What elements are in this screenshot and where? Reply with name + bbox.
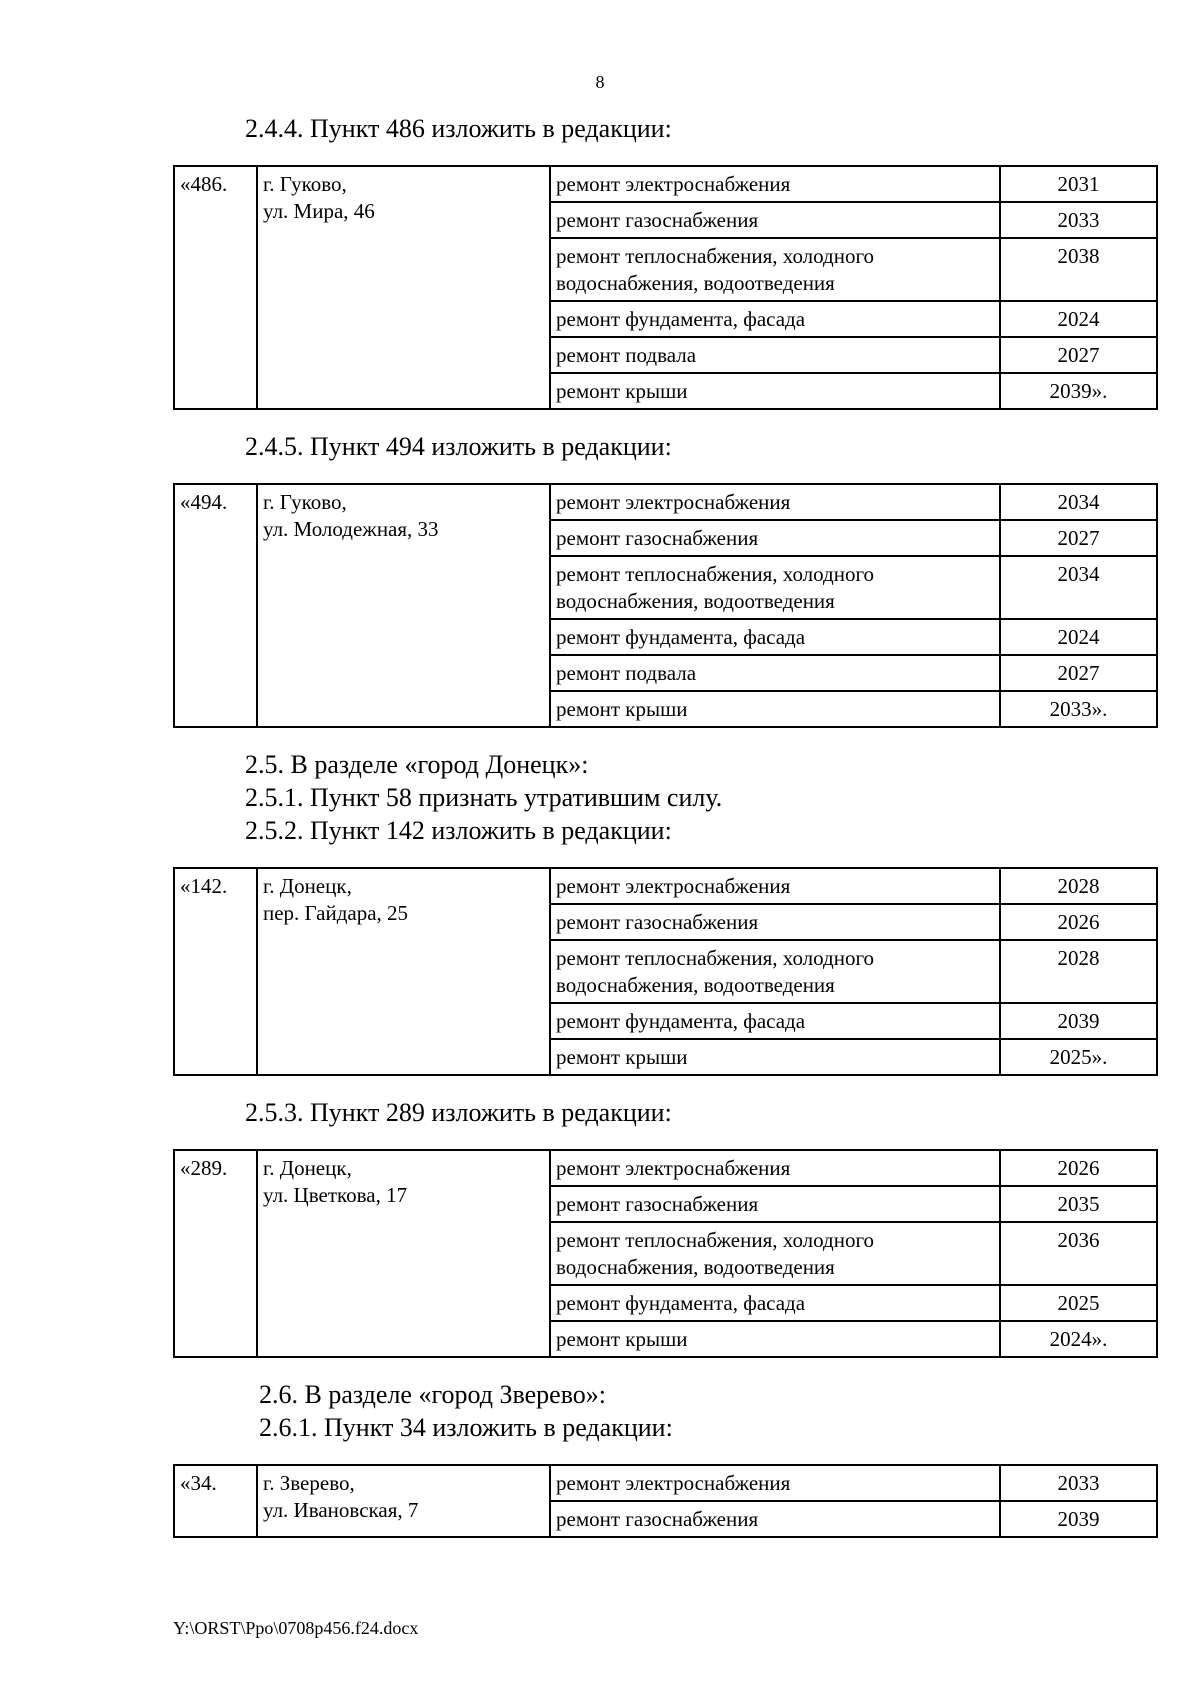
work-type: ремонт газоснабжения	[550, 1501, 1000, 1537]
address-line: ул. Молодежная, 33	[263, 517, 439, 541]
file-path-footer: Y:\ORST\Ppo\0708p456.f24.docx	[173, 1618, 419, 1638]
table-row	[174, 1465, 1157, 1501]
item-address	[257, 1150, 550, 1357]
work-type: ремонт фундамента, фасада	[550, 1285, 1000, 1321]
section-heading: 2.5. В разделе «город Донецк»:	[245, 750, 589, 779]
item-number: «289.	[174, 1150, 257, 1357]
work-type: ремонт крыши	[550, 1321, 1000, 1357]
work-year: 2039	[1000, 1003, 1157, 1039]
work-year: 2031	[1000, 166, 1157, 202]
work-year: 2033».	[1000, 691, 1157, 727]
work-year: 2027	[1000, 655, 1157, 691]
work-year: 2039	[1000, 1501, 1157, 1537]
work-type: ремонт газоснабжения	[550, 202, 1000, 238]
work-year: 2025	[1000, 1285, 1157, 1321]
address-line: г. Гуково,	[263, 490, 347, 514]
work-type: ремонт подвала	[550, 655, 1000, 691]
item-address	[257, 484, 550, 727]
item-address	[257, 1465, 550, 1537]
work-year: 2035	[1000, 1186, 1157, 1222]
address-line: ул. Мира, 46	[263, 199, 375, 223]
work-type: ремонт крыши	[550, 373, 1000, 409]
work-year: 2027	[1000, 520, 1157, 556]
work-year: 2036	[1000, 1222, 1157, 1285]
item-table	[173, 165, 1158, 410]
work-type: ремонт фундамента, фасада	[550, 301, 1000, 337]
address-line: г. Гуково,	[263, 172, 347, 196]
address-line: г. Донецк,	[263, 1156, 352, 1180]
work-type: ремонт теплоснабжения, холодного водоснабжения, водоотведения	[550, 238, 1000, 301]
work-type: ремонт крыши	[550, 1039, 1000, 1075]
item-number: «486.	[174, 166, 257, 409]
item-address	[257, 868, 550, 1075]
table-row	[174, 868, 1157, 904]
address-line: ул. Ивановская, 7	[263, 1498, 419, 1522]
section-heading: 2.5.2. Пункт 142 изложить в редакции:	[245, 816, 672, 845]
item-table	[173, 1464, 1158, 1538]
section-heading: 2.5.1. Пункт 58 признать утратившим силу.	[245, 783, 723, 812]
work-year: 2033	[1000, 202, 1157, 238]
table-row	[174, 1150, 1157, 1186]
work-year: 2024	[1000, 301, 1157, 337]
work-year: 2027	[1000, 337, 1157, 373]
work-type: ремонт электроснабжения	[550, 868, 1000, 904]
work-type: ремонт электроснабжения	[550, 166, 1000, 202]
work-year: 2028	[1000, 940, 1157, 1003]
work-type: ремонт фундамента, фасада	[550, 619, 1000, 655]
work-year: 2034	[1000, 484, 1157, 520]
page-number: 8	[595, 72, 605, 92]
item-number: «494.	[174, 484, 257, 727]
work-type: ремонт электроснабжения	[550, 484, 1000, 520]
section-heading: 2.6. В разделе «город Зверево»:	[259, 1380, 607, 1409]
work-type: ремонт электроснабжения	[550, 1465, 1000, 1501]
work-year: 2039».	[1000, 373, 1157, 409]
item-table	[173, 1149, 1158, 1358]
work-type: ремонт фундамента, фасада	[550, 1003, 1000, 1039]
item-number: «142.	[174, 868, 257, 1075]
section-heading: 2.4.4. Пункт 486 изложить в редакции:	[245, 114, 672, 143]
work-year: 2024».	[1000, 1321, 1157, 1357]
item-number: «34.	[174, 1465, 257, 1537]
work-type: ремонт подвала	[550, 337, 1000, 373]
section-heading: 2.4.5. Пункт 494 изложить в редакции:	[245, 432, 672, 461]
address-line: г. Зверево,	[263, 1471, 355, 1495]
item-address	[257, 166, 550, 409]
work-type: ремонт теплоснабжения, холодного водоснабжения, водоотведения	[550, 940, 1000, 1003]
item-table	[173, 867, 1158, 1076]
address-line: пер. Гайдара, 25	[263, 901, 409, 925]
table-row	[174, 166, 1157, 202]
work-year: 2024	[1000, 619, 1157, 655]
work-type: ремонт теплоснабжения, холодного водоснабжения, водоотведения	[550, 556, 1000, 619]
work-type: ремонт газоснабжения	[550, 520, 1000, 556]
work-year: 2026	[1000, 904, 1157, 940]
work-year: 2028	[1000, 868, 1157, 904]
section-heading: 2.6.1. Пункт 34 изложить в редакции:	[259, 1413, 673, 1442]
work-type: ремонт газоснабжения	[550, 904, 1000, 940]
work-year: 2025».	[1000, 1039, 1157, 1075]
work-type: ремонт крыши	[550, 691, 1000, 727]
address-line: г. Донецк,	[263, 874, 352, 898]
document-body	[173, 112, 1156, 1558]
address-line: ул. Цветкова, 17	[263, 1183, 408, 1207]
work-type: ремонт электроснабжения	[550, 1150, 1000, 1186]
work-year: 2034	[1000, 556, 1157, 619]
item-table	[173, 483, 1158, 728]
work-year: 2033	[1000, 1465, 1157, 1501]
table-row	[174, 484, 1157, 520]
work-type: ремонт газоснабжения	[550, 1186, 1000, 1222]
section-heading: 2.5.3. Пункт 289 изложить в редакции:	[245, 1098, 672, 1127]
work-year: 2026	[1000, 1150, 1157, 1186]
work-year: 2038	[1000, 238, 1157, 301]
work-type: ремонт теплоснабжения, холодного водоснабжения, водоотведения	[550, 1222, 1000, 1285]
